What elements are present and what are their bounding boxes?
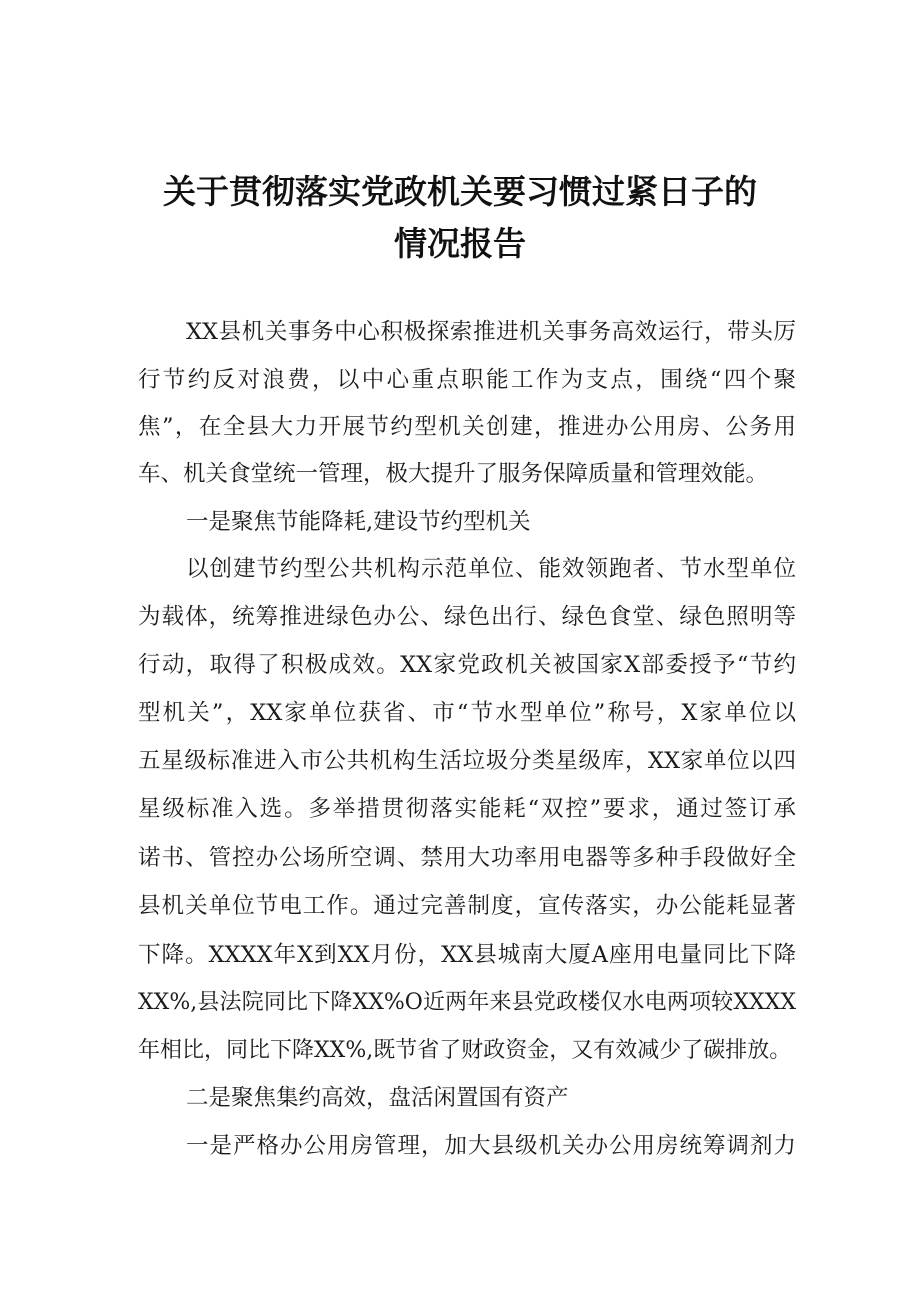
section1-line: 以创建节约型公共机构示范单位、能效领跑者、节水型单位	[186, 556, 796, 582]
section1-line: 县机关单位节电工作。通过完善制度，宣传落实，办公能耗显著	[138, 893, 796, 919]
intro-line: 车、机关食堂统一管理，极大提升了服务保障质量和管理效能。	[138, 461, 769, 487]
intro-line: XX县机关事务中心积极探索推进机关事务高效运行，带头厉	[186, 319, 796, 345]
section1-line: XX%,县法院同比下降XX%O近两年来县党政楼仅水电两项较XXXX	[138, 990, 796, 1015]
section1-line: 年相比，同比下降XX%,既节省了财政资金，又有效减少了碳排放。	[138, 1038, 792, 1063]
section1-line: 为载体，统筹推进绿色办公、绿色出行、绿色食堂、绿色照明等	[138, 604, 796, 630]
section1-line: 行动，取得了积极成效。XX家党政机关被国家X部委授予“节约	[138, 652, 796, 678]
section-heading-1: 一是聚焦节能降耗,建设节约型机关	[186, 509, 531, 535]
intro-line: 行节约反对浪费，以中心重点职能工作为支点，围绕“四个聚	[138, 367, 796, 393]
section1-line: 型机关”，XX家单位获省、市“节水型单位”称号，X家单位以	[138, 700, 796, 726]
section-heading-2: 二是聚焦集约高效，盘活闲置国有资产	[186, 1085, 569, 1111]
section1-line: 星级标准入选。多举措贯彻落实能耗“双控”要求，通过签订承	[138, 796, 796, 822]
section1-line: 诺书、管控办公场所空调、禁用大功率用电器等多种手段做好全	[138, 845, 796, 871]
intro-line: 焦”，在全县大力开展节约型机关创建，推进办公用房、公务用	[138, 414, 796, 440]
document-title-line-1: 关于贯彻落实党政机关要习惯过紧日子的	[163, 172, 757, 211]
section2-line: 一是严格办公用房管理，加大县级机关办公用房统筹调剂力	[186, 1133, 796, 1159]
section1-line: 下降。XXXX年X到XX月份，XX县城南大厦A座用电量同比下降	[138, 942, 796, 968]
section1-line: 五星级标准进入市公共机构生活垃圾分类星级库，XX家单位以四	[138, 748, 796, 774]
document-title-line-2: 情况报告	[394, 224, 526, 263]
